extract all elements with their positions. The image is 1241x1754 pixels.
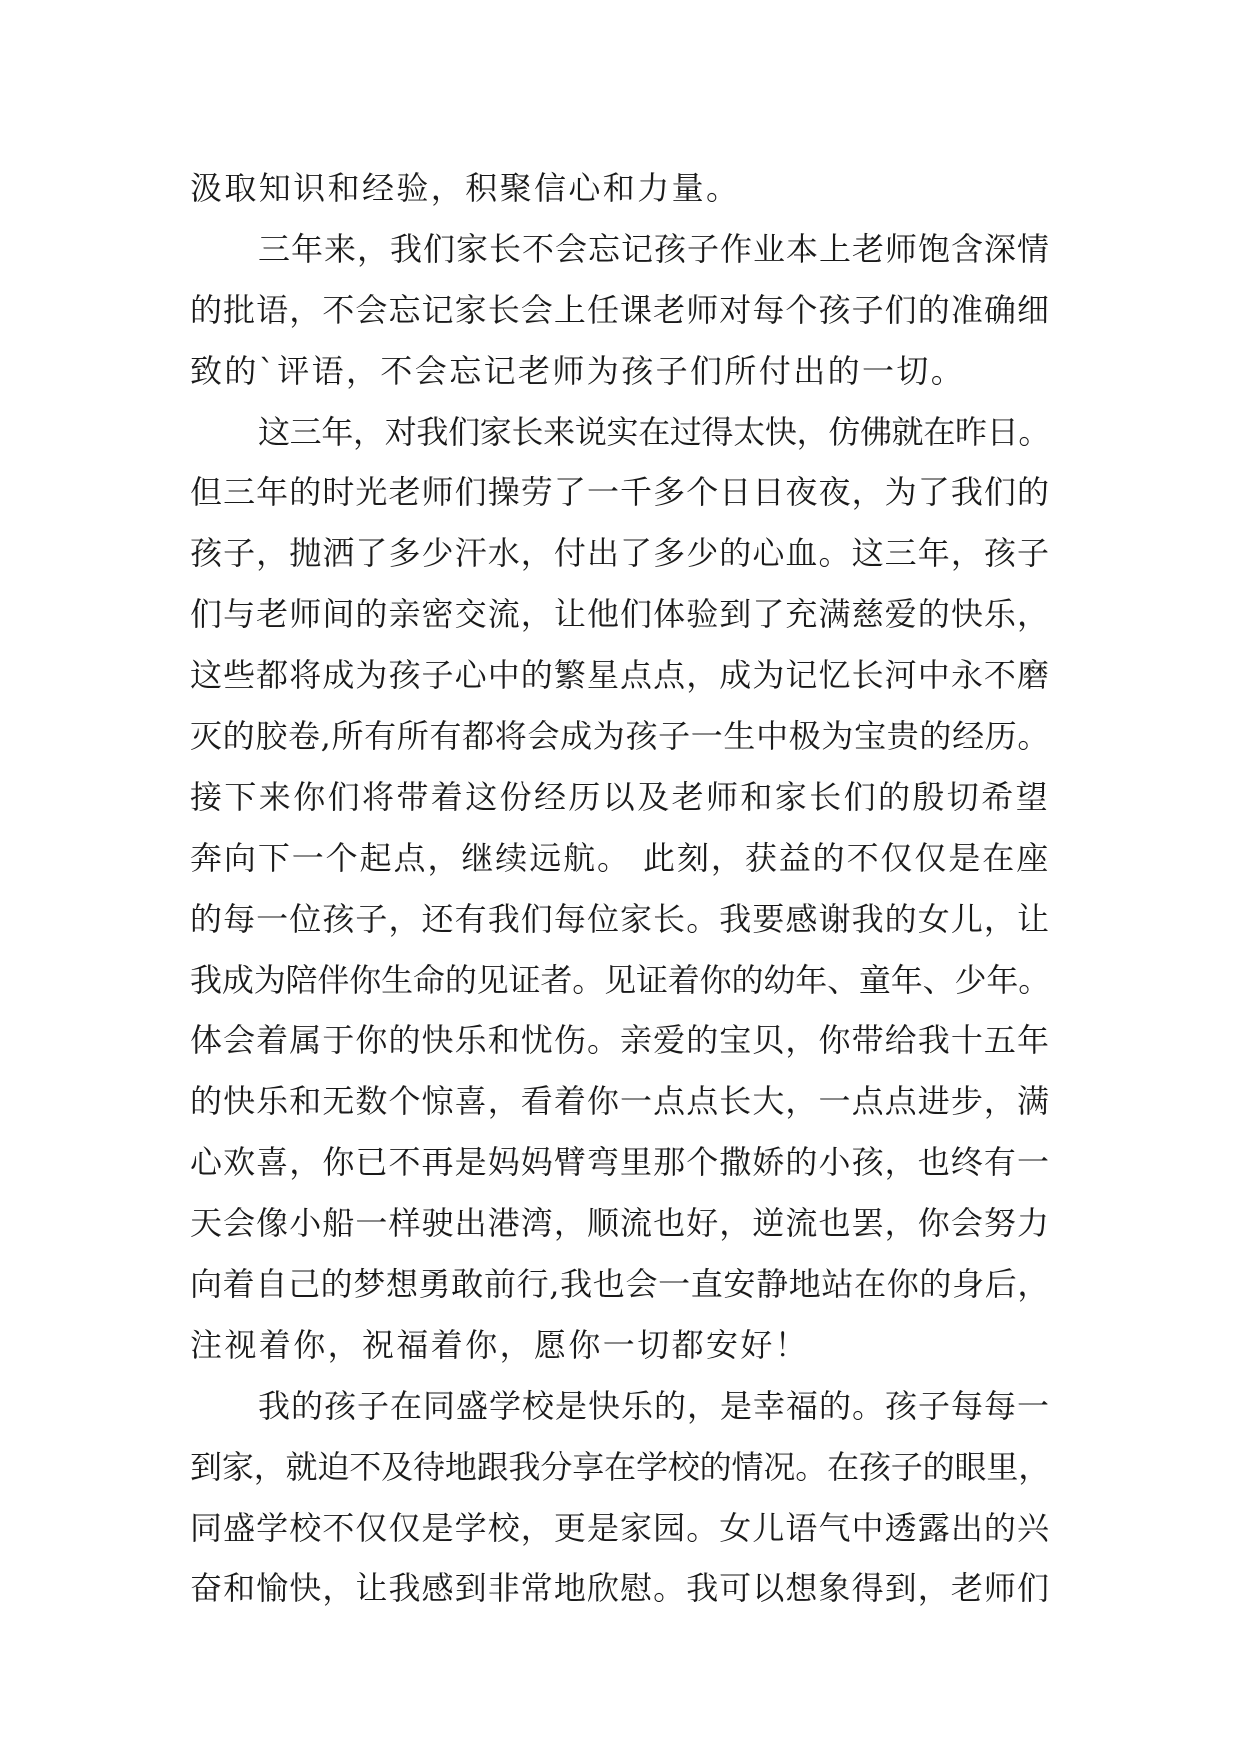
text-line: 接下来你们将带着这份经历以及老师和家长们的殷切希望 (190, 777, 1051, 816)
text-line: 注视着你，祝福着你，愿你一切都安好！ (190, 1325, 810, 1364)
text-line: 向着自己的梦想勇敢前行,我也会一直安静地站在你的身后， (190, 1265, 1050, 1304)
text-line: 的批语，不会忘记家长会上任课老师对每个孩子们的准确细 (190, 290, 1050, 329)
text-line: 但三年的时光老师们操劳了一千多个日日夜夜，为了我们的 (190, 473, 1050, 512)
text-line: 到家，就迫不及待地跟我分享在学校的情况。在孩子的眼里， (190, 1447, 1050, 1486)
text-line: 心欢喜，你已不再是妈妈臂弯里那个撒娇的小孩，也终有一 (190, 1143, 1050, 1182)
text-line: 同盛学校不仅仅是学校，更是家园。女儿语气中透露出的兴 (190, 1508, 1050, 1547)
text-line: 灭的胶卷,所有所有都将会成为孩子一生中极为宝贵的经历。 (190, 717, 1050, 756)
text-line: 三年来，我们家长不会忘记孩子作业本上老师饱含深情 (258, 229, 1051, 268)
text-line: 我的孩子在同盛学校是快乐的，是幸福的。孩子每每一 (258, 1386, 1051, 1425)
text-line: 的快乐和无数个惊喜，看着你一点点长大，一点点进步，满 (190, 1082, 1050, 1121)
text-line: 的每一位孩子，还有我们每位家长。我要感谢我的女儿，让 (190, 899, 1050, 938)
text-line: 们与老师间的亲密交流，让他们体验到了充满慈爱的快乐， (190, 595, 1050, 634)
text-line: 我成为陪伴你生命的见证者。见证着你的幼年、童年、少年。 (190, 960, 1050, 999)
text-line: 天会像小船一样驶出港湾，顺流也好，逆流也罢，你会努力 (190, 1204, 1050, 1243)
text-line: 致的`评语，不会忘记老师为孩子们所付出的一切。 (190, 351, 966, 390)
text-line: 奋和愉快，让我感到非常地欣慰。我可以想象得到，老师们 (190, 1569, 1050, 1608)
text-line: 体会着属于你的快乐和忧伤。亲爱的宝贝，你带给我十五年 (190, 1021, 1050, 1060)
text-line: 汲取知识和经验，积聚信心和力量。 (190, 169, 741, 207)
text-line: 孩子，抛洒了多少汗水，付出了多少的心血。这三年，孩子 (190, 534, 1050, 573)
text-line: 这三年，对我们家长来说实在过得太快，仿佛就在昨日。 (258, 412, 1050, 451)
text-line: 这些都将成为孩子心中的繁星点点，成为记忆长河中永不磨 (190, 656, 1050, 695)
document-body (190, 158, 1050, 1619)
text-line: 奔向下一个起点，继续远航。 此刻，获益的不仅仅是在座 (190, 838, 1050, 877)
